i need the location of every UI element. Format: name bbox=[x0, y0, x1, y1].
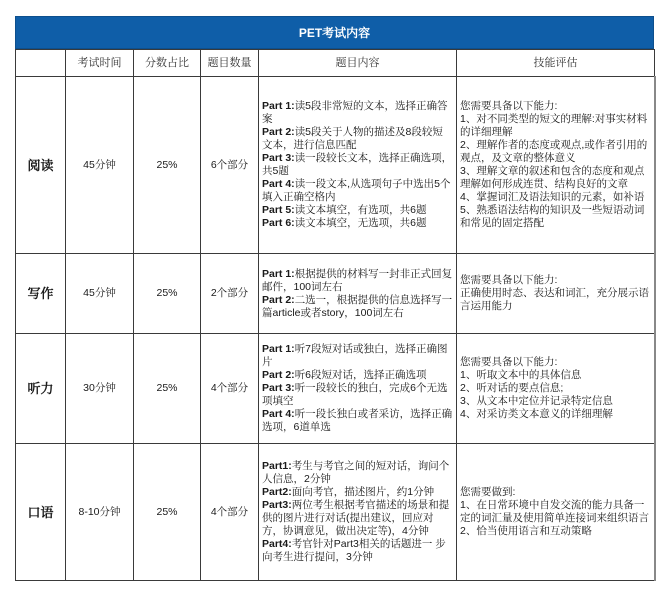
score-cell: 25% bbox=[134, 77, 201, 254]
column-header-content: 题目内容 bbox=[259, 50, 457, 77]
category-cell: 口语 bbox=[16, 444, 66, 581]
part-item: Part 5:读文本填空，有选项，共6题 bbox=[262, 204, 427, 216]
skill-line: 3、从文本中定位并记录特定信息 bbox=[460, 395, 613, 407]
content-cell bbox=[259, 254, 457, 334]
skill-line: 4、掌握词汇及语法知识的元素，如补语 bbox=[460, 191, 645, 203]
count-cell: 2个部分 bbox=[201, 254, 259, 334]
exam-content-table bbox=[15, 49, 656, 581]
skills-cell bbox=[457, 444, 655, 581]
column-header-time: 考试时间 bbox=[66, 50, 134, 77]
skill-line: 5、熟悉语法结构的知识及一些短语动词和常见的固定搭配 bbox=[460, 204, 645, 229]
part-item: Part4:考官针对Part3相关的话题进一 步向考生进行提问，3分钟 bbox=[262, 538, 446, 563]
column-header-category bbox=[16, 50, 66, 77]
table-row-writing bbox=[16, 254, 655, 334]
column-header-score: 分数占比 bbox=[134, 50, 201, 77]
skills-cell bbox=[457, 334, 655, 444]
part-item: Part 3:读一段较长文本，选择正确选项，共5题 bbox=[262, 152, 453, 177]
part-item: Part 1:根据提供的材料写一封非正式回复邮件，100词左右 bbox=[262, 267, 453, 293]
skill-line: 2、听对话的要点信息; bbox=[460, 382, 564, 394]
skill-line: 您需要做到: bbox=[460, 486, 516, 498]
skill-line: 4、对采访类文本意义的详细理解 bbox=[460, 408, 613, 420]
part-item: Part 4:读一段文本,从选项句子中选出5个填入正确空格内 bbox=[262, 178, 451, 203]
part-item: Part 6:读文本填空，无选项，共6题 bbox=[262, 217, 427, 229]
time-cell: 45分钟 bbox=[66, 254, 134, 334]
part-item: Part 1:读5段非常短的文本，选择正确答案 bbox=[262, 100, 448, 125]
part-item: Part3:两位考生根据考官描述的场景和提供的图片进行对话(提出建议，回应对方，协调意见，做出决定等)，4分钟 bbox=[262, 499, 450, 537]
column-header-row bbox=[16, 50, 655, 77]
score-cell: 25% bbox=[134, 254, 201, 334]
count-cell: 4个部分 bbox=[201, 444, 259, 581]
skill-line: 1、对不同类型的短文的理解:对事实材料的详细理解 bbox=[460, 113, 648, 138]
part-item: Part 3:听一段较长的独白，完成6个无选项填空 bbox=[262, 382, 448, 407]
skills-cell bbox=[457, 77, 655, 254]
column-header-count: 题目数量 bbox=[201, 50, 259, 77]
time-cell: 45分钟 bbox=[66, 77, 134, 254]
skill-line: 正确使用时态、表达和词汇，充分展示语言运用能力 bbox=[460, 287, 649, 312]
skill-line: 2、恰当使用语言和互动策略 bbox=[460, 525, 592, 537]
column-header-skills: 技能评估 bbox=[457, 50, 655, 77]
part-item: Part 4:听一段长独白或者采访，选择正确选项，6道单选 bbox=[262, 408, 453, 433]
skill-line: 1、听取文本中的具体信息 bbox=[460, 369, 582, 381]
table-row-speaking bbox=[16, 444, 655, 581]
category-cell: 阅读 bbox=[16, 77, 66, 254]
count-cell: 6个部分 bbox=[201, 77, 259, 254]
table-title: PET考试内容 bbox=[15, 16, 654, 49]
part-item: Part2:面向考官，描述图片，约1分钟 bbox=[262, 486, 435, 498]
part-item: Part 2:二选一，根据提供的信息选择写一篇article或者story，100词左右 bbox=[262, 293, 453, 319]
part-item: Part1:考生与考官之间的短对话，询问个人信息，2分钟 bbox=[262, 460, 450, 485]
content-cell bbox=[259, 334, 457, 444]
part-item: Part 2:听6段短对话，选择正确选项 bbox=[262, 369, 427, 381]
content-cell bbox=[259, 77, 457, 254]
category-cell: 听力 bbox=[16, 334, 66, 444]
time-cell: 8-10分钟 bbox=[66, 444, 134, 581]
pet-exam-table bbox=[15, 16, 654, 581]
skill-line: 2、理解作者的态度或观点,或作者引用的观点，及文章的整体意义 bbox=[460, 139, 648, 164]
count-cell: 4个部分 bbox=[201, 334, 259, 444]
score-cell: 25% bbox=[134, 444, 201, 581]
part-item: Part 2:读5段关于人物的描述及8段较短文本，进行信息匹配 bbox=[262, 126, 443, 151]
content-cell bbox=[259, 444, 457, 581]
skills-cell bbox=[457, 254, 655, 334]
time-cell: 30分钟 bbox=[66, 334, 134, 444]
table-row-reading bbox=[16, 77, 655, 254]
table-row-listening bbox=[16, 334, 655, 444]
skill-line: 您需要具备以下能力: bbox=[460, 100, 558, 112]
skill-line: 您需要具备以下能力: bbox=[460, 356, 558, 368]
part-item: Part 1:听7段短对话或独白，选择正确图片 bbox=[262, 343, 448, 368]
score-cell: 25% bbox=[134, 334, 201, 444]
skill-line: 1、在日常环境中自发交流的能力具备一定的词汇量及使用简单连接词来组织语言 bbox=[460, 499, 649, 524]
skill-line: 您需要具备以下能力: bbox=[460, 274, 558, 286]
category-cell: 写作 bbox=[16, 254, 66, 334]
skill-line: 3、理解文章的叙述和包含的态度和观点理解如何形成连贯、结构良好的文章 bbox=[460, 165, 645, 190]
